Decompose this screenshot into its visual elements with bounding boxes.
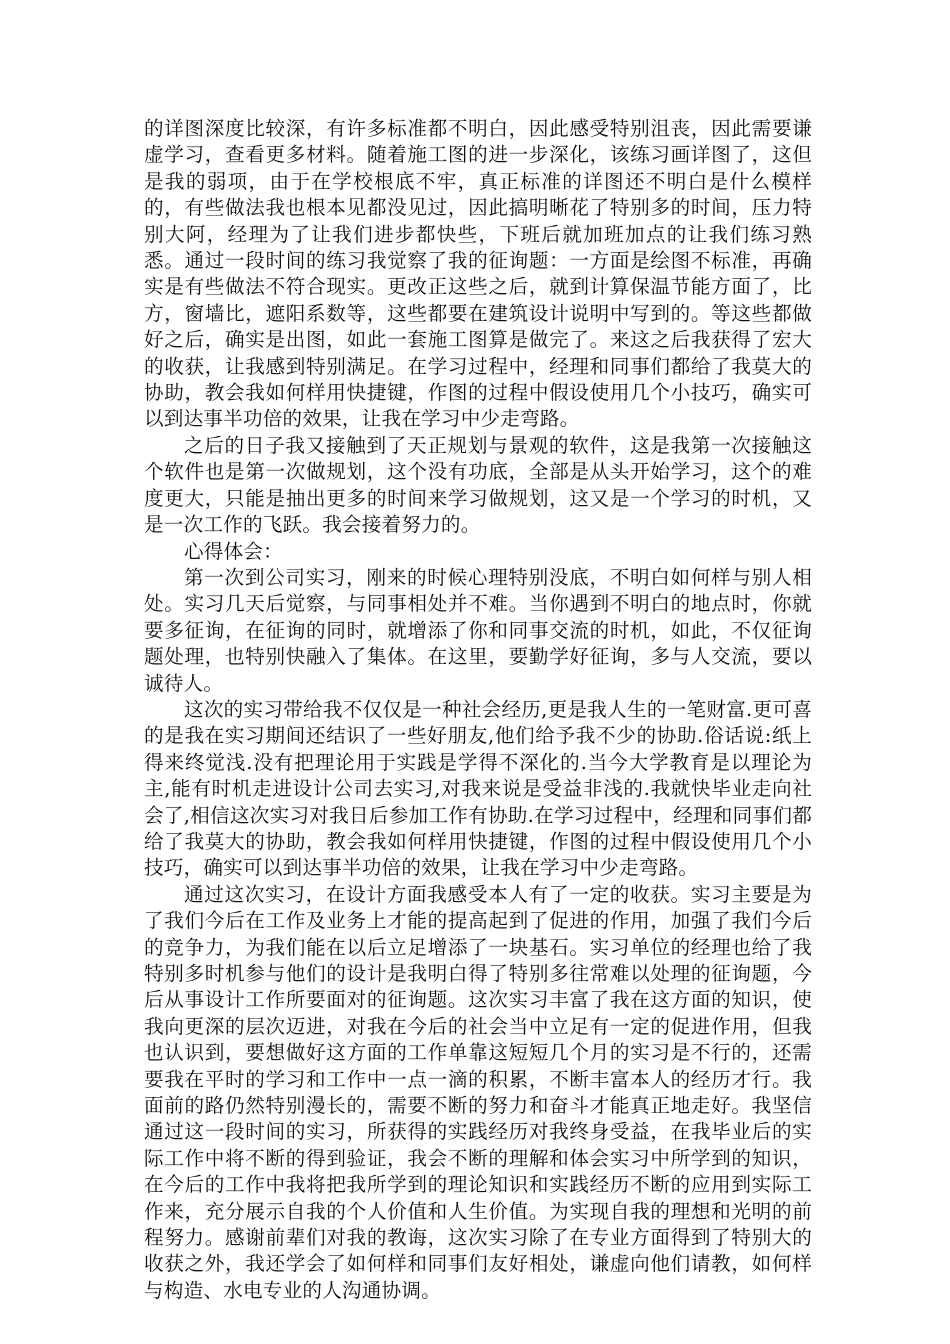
paragraph-1: 的详图深度比较深，有许多标准都不明白，因此感受特别沮丧，因此需要谦虚学习，查看更多材料。随着施工图的进一步深化，该练习画详图了，这但是我的弱项，由于在学校根底不牢，真正标准的详图还不明白是什么模样的，有些做法我也根本见都没见过，因此搞明晰花了特别多的时间，压力特别大阿，经理为了让我们进步都快些，下班后就加班加点的让我们练习熟悉。通过一段时间的练习我觉察了我的征询题：一方面是绘图不标准，再确实是有些做法不符合现实。更改正这些之后，就到计算保温节能方面了，比方，窗墙比，遮阳系数等，这些都要在建筑设计说明中写到的。等这些都做好之后，确实是出图，如此一套施工图算是做完了。来这之后我获得了宏大的收获，让我感到特别满足。在学习过程中，经理和同事们都给了我莫大的协助，教会我如何样用快捷键，作图的过程中假设使用几个小技巧，确实可以到达事半功倍的效果，让我在学习中少走弯路。 <box>144 117 812 431</box>
document-page <box>144 116 812 1304</box>
paragraph-4: 这次的实习带给我不仅仅是一种社会经历,更是我人生的一笔财富.更可喜的是我在实习期间还结识了一些好朋友,他们给予我不少的协助.俗话说:纸上得来终觉浅.没有把理论用于实践是学得不深化的.当今大学教育是以理论为主,能有时机走进设计公司去实习,对我来说是受益非浅的.我就快毕业走向社会了,相信这次实习对我日后参加工作有协助.在学习过程中，经理和同事们都给了我莫大的协助，教会我如何样用快捷键，作图的过程中假设使用几个小技巧，确实可以到达事半功倍的效果，让我在学习中少走弯路。 <box>144 697 812 880</box>
paragraph-5: 通过这次实习，在设计方面我感受本人有了一定的收获。实习主要是为了我们今后在工作及业务上才能的提高起到了促进的作用，加强了我们今后的竞争力，为我们能在以后立足增添了一块基石。实习单位的经理也给了我特别多时机参与他们的设计是我明白得了特别多往常难以处理的征询题，今后从事设计工作所要面对的征询题。这次实习丰富了我在这方面的知识，使我向更深的层次迈进，对我在今后的社会当中立足有一定的促进作用，但我也认识到，要想做好这方面的工作单靠这短短几个月的实习是不行的，还需要我在平时的学习和工作中一点一滴的积累，不断丰富本人的经历才行。我面前的路仍然特别漫长的，需要不断的努力和奋斗才能真正地走好。我坚信通过这一段时间的实习，所获得的实践经历对我终身受益，在我毕业后的实际工作中将不断的得到验证，我会不断的理解和体会实习中所学到的知识，在今后的工作中我将把我所学到的理论知识和实践经历不断的应用到实际工作来，充分展示自我的个人价值和人生价值。为实现自我的理想和光明的前程努力。感谢前辈们对我的教诲，这次实习除了在专业方面得到了特别大的收获之外，我还学会了如何样和同事们友好相处，谦虚向他们请教，如何样与构造、水电专业的人沟通协调。 <box>144 882 812 1302</box>
paragraph-2: 之后的日子我又接触到了天正规划与景观的软件，这是我第一次接触这个软件也是第一次做规划，这个没有功底，全部是从头开始学习，这个的难度更大，只能是抽出更多的时间来学习做规划，这又是一个学习的时机，又是一次工作的飞跃。我会接着努力的。 <box>144 433 812 537</box>
section-heading-reflections: 心得体会： <box>184 539 283 563</box>
paragraph-3: 第一次到公司实习，刚来的时候心理特别没底，不明白如何样与别人相处。实习几天后觉察，与同事相处并不难。当你遇到不明白的地点时，你就要多征询，在征询的同时，就增添了你和同事交流的时机，如此，不仅征询题处理，也特别快融入了集体。在这里，要勤学好征询，多与人交流，要以诚待人。 <box>144 565 812 695</box>
